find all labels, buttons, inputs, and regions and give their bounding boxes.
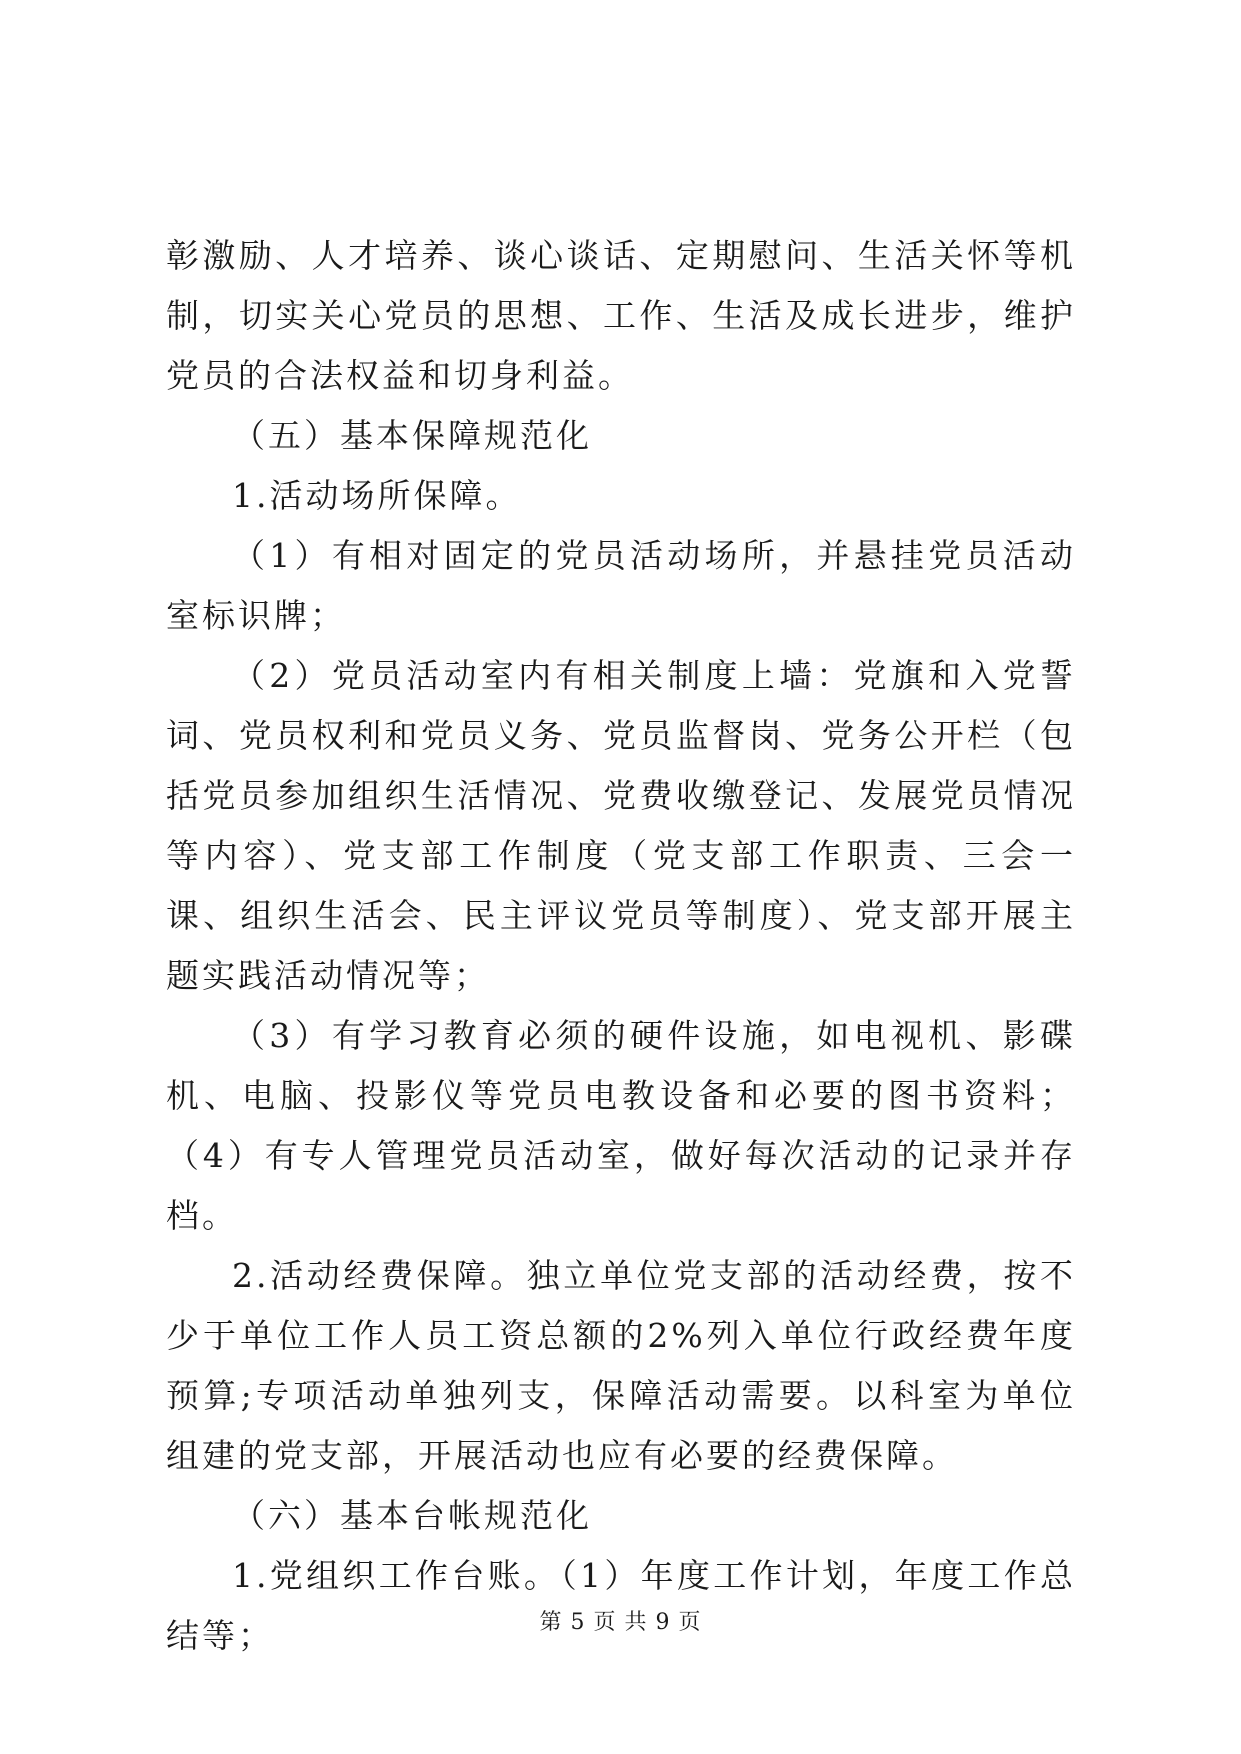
page-footer: 第 5 页 共 9 页 [539, 1610, 702, 1635]
paragraph: 1.党组织工作台账。（1）年度工作计划，年度工作总结等； [166, 1556, 1076, 1655]
paragraph: （五）基本保障规范化 [232, 416, 592, 455]
paragraph: （3）有学习教育必须的硬件设施，如电视机、影碟机、电脑、投影仪等党员电教设备和必要的图书资料；（4）有专人管理党员活动室，做好每次活动的记录并存档。 [166, 1016, 1076, 1235]
paragraph: （1）有相对固定的党员活动场所，并悬挂党员活动室标识牌； [166, 536, 1076, 635]
paragraph: 1.活动场所保障。 [232, 476, 522, 515]
paragraph: （六）基本台帐规范化 [232, 1496, 592, 1535]
paragraph: （2）党员活动室内有相关制度上墙：党旗和入党誓词、党员权利和党员义务、党员监督岗、党务公开栏（包括党员参加组织生活情况、党费收缴登记、发展党员情况等内容）、党支部工作制度（党支部工作职责、三会一课、组织生活会、民主评议党员等制度）、党支部开展主题实践活动情况等； [166, 656, 1076, 995]
paragraph: 彰激励、人才培养、谈心谈话、定期慰问、生活关怀等机制，切实关心党员的思想、工作、生活及成长进步，维护党员的合法权益和切身利益。 [166, 236, 1076, 395]
paragraph: 2.活动经费保障。独立单位党支部的活动经费，按不少于单位工作人员工资总额的2%列入单位行政经费年度预算;专项活动单独列支，保障活动需要。以科室为单位组建的党支部，开展活动也应有必要的经费保障。 [166, 1256, 1076, 1475]
document-body [166, 226, 1076, 1666]
